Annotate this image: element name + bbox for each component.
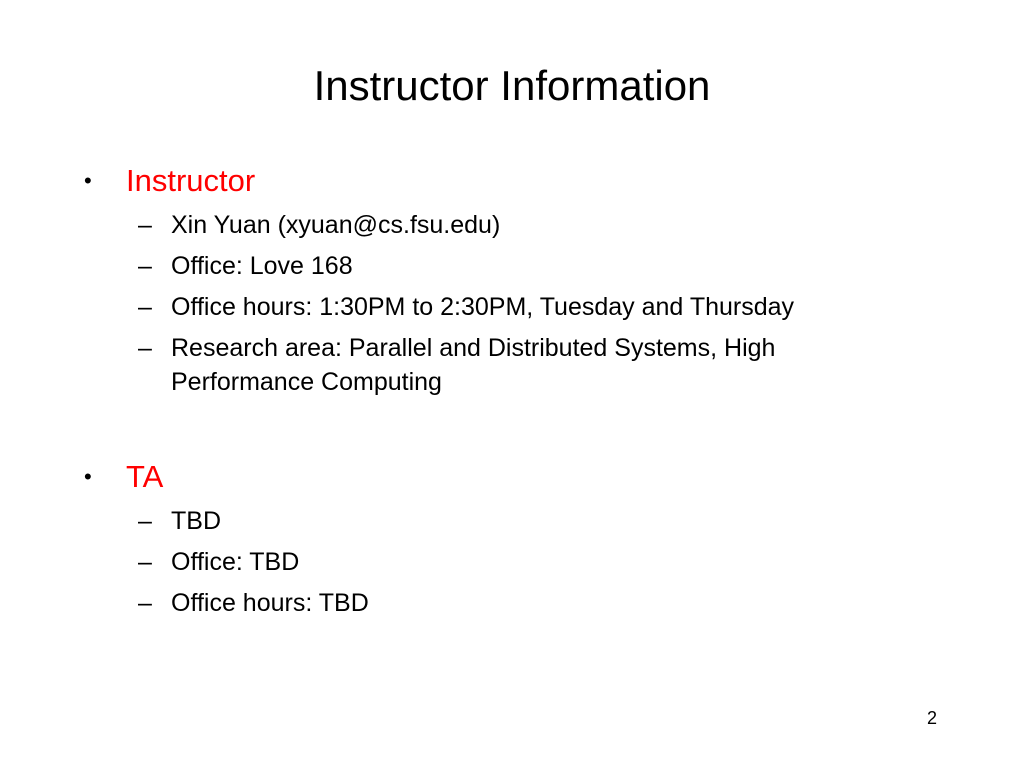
dash-icon: – [138,334,152,362]
sub-item-text: Office: TBD [171,548,300,576]
sub-item-text: Office hours: TBD [171,589,369,617]
dash-icon: – [138,548,152,576]
section-heading-instructor: Instructor [126,163,256,198]
bullet-dot-icon: • [84,464,92,489]
sub-item-text: Office hours: 1:30PM to 2:30PM, Tuesday and Thursday [171,293,795,321]
dash-icon: – [138,589,152,617]
dash-icon: – [138,507,152,535]
sub-item-text: Research area: Parallel and Distributed Systems, High Performance Computing [171,334,776,396]
bullet-dot-icon: • [84,168,92,193]
dash-icon: – [138,293,152,321]
sub-item-text: TBD [171,507,221,535]
sub-item-text: Office: Love 168 [171,252,353,280]
page-number: 2 [926,708,937,728]
dash-icon: – [138,211,152,239]
dash-icon: – [138,252,152,280]
sub-item-text: Xin Yuan (xyuan@cs.fsu.edu) [171,211,501,239]
section-heading-ta: TA [126,459,164,494]
slide-title: Instructor Information [313,62,711,109]
